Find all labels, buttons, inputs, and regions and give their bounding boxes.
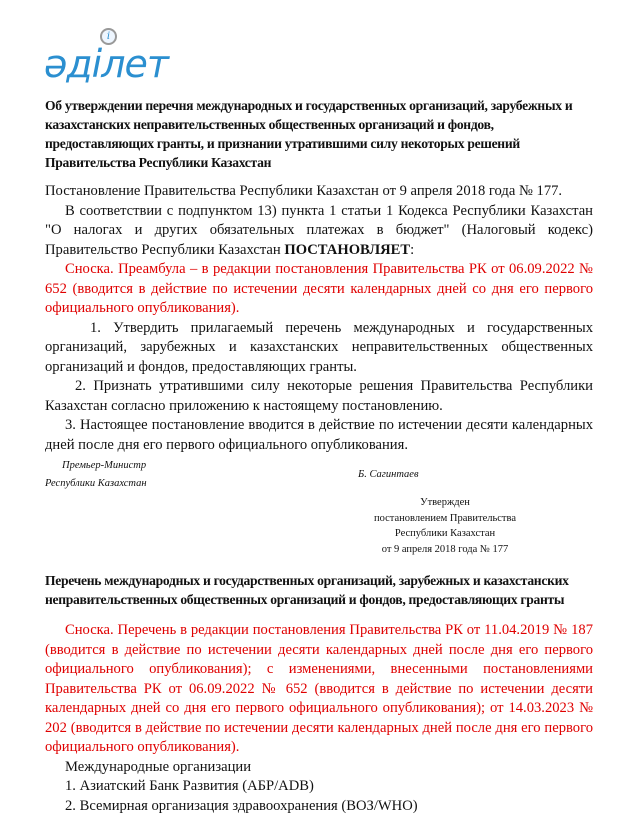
document-body	[45, 182, 593, 455]
approval-line: от 9 апреля 2018 года № 177	[381, 543, 509, 555]
list-body	[45, 621, 593, 816]
org-item: 2. Всемирная организация здравоохранения (ВОЗ/WHO)	[65, 797, 418, 814]
list-title: Перечень международных и государственных организаций, зарубежных и казахстанских неправительственных общественных организаций и фондов, предоставляющих гранты	[45, 573, 569, 607]
intro-text: Постановление Правительства Республики Казахстан от 9 апреля 2018 года № 177.	[45, 183, 563, 199]
preamble-footnote: Сноска. Преамбула – в редакции постановления Правительства РК от 06.09.2022 № 652 (вводится в действие по истечении десяти календарных дней со дня его первого официального опубликования).	[45, 261, 593, 316]
preamble	[45, 202, 593, 261]
signature-country: Республики Казахстан	[45, 478, 147, 489]
signature-block	[45, 457, 593, 493]
org-item: 1. Азиатский Банк Развития (АБР/ADB)	[65, 778, 314, 794]
list-footnote: Сноска. Перечень в редакции постановления Правительства РК от 11.04.2019 № 187 (вводится в действие по истечении десяти календарных дней после дня его первого официального опубликования); с изменениями, внесенными постановлениями Правительства РК от 06.09.2022 № 652 (вводится в действие по истечении десяти календарных дней со дня его первого официального опубликования); от 14.03.2023 № 202 (вводится в действие по истечении десяти календарных дней после дня его первого официального опубликования).	[45, 622, 593, 755]
preamble-decree: ПОСТАНОВЛЯЕТ	[284, 241, 411, 258]
signature-position: Премьер-Министр	[62, 460, 147, 471]
info-magnifier-icon: i	[100, 28, 117, 45]
adilet-logo[interactable]	[44, 28, 194, 86]
preamble-end: :	[410, 241, 415, 258]
signature-name: Б. Сагинтаев	[358, 469, 419, 480]
signature-title	[45, 457, 358, 493]
item-1: 1. Утвердить прилагаемый перечень международных и государственных организаций, зарубежных и казахстанских неправительственных общественных организаций и фондов, предоставляющих гранты.	[45, 319, 593, 375]
approval-line: Утвержден	[420, 497, 470, 508]
approval-line: постановлением Правительства	[373, 512, 516, 524]
document-title: Об утверждении перечня международных и государственных организаций, зарубежных и казахстанских неправительственных общественных организаций и фондов, предоставляющих гранты, и признании утратившими силу некоторых решений Правительства Республики Казахстан	[45, 98, 573, 170]
preamble-text: В соответствии с подпунктом 13) пункта 1 статьи 1 Кодекса Республики Казахстан "О налогах и других обязательных платежах в бюджет" (Налоговый кодекс) Правительство Республики Казахстан	[45, 202, 593, 258]
approval-line: Республики Казахстан	[394, 528, 496, 539]
item-3: 3. Настоящее постановление вводится в действие по истечении десяти календарных дней после дня его первого официального опубликования.	[45, 417, 593, 453]
item-2: 2. Признать утратившими силу некоторые решения Правительства Республики Казахстан согласно приложению к настоящему постановлению.	[45, 378, 593, 414]
logo-text: әділет	[44, 42, 169, 86]
section-heading: Международные организации	[65, 758, 252, 775]
approval-block	[360, 495, 530, 557]
